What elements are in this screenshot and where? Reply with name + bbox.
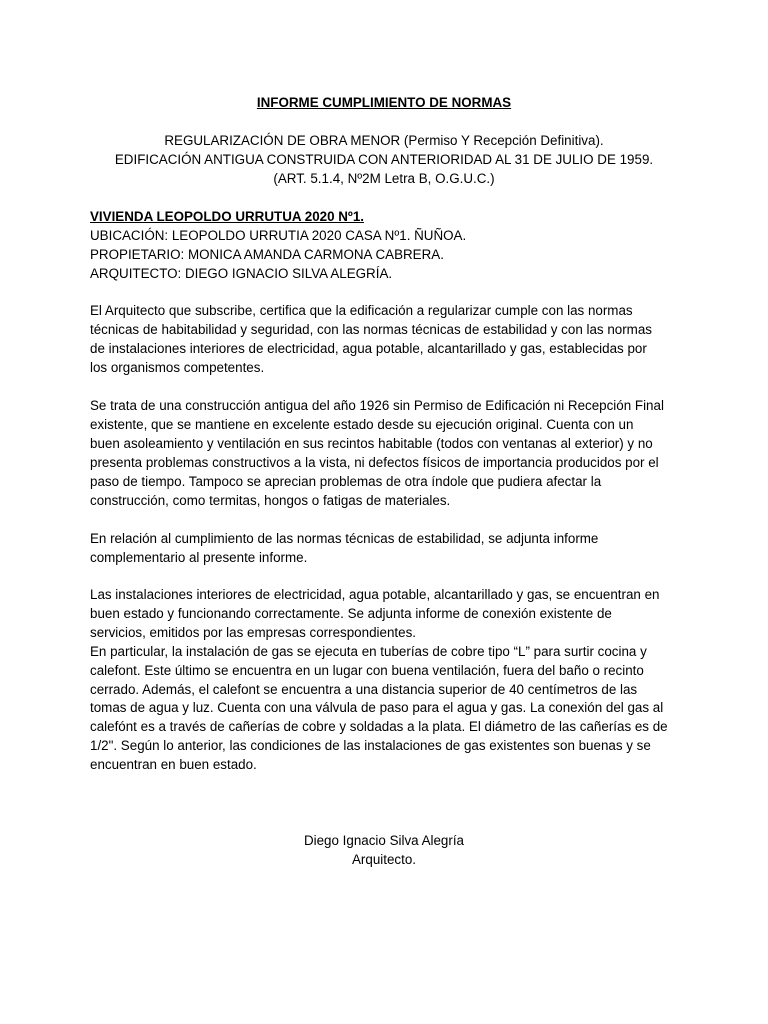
paragraph-line: En particular, la instalación de gas se ejecuta en tuberías de cobre tipo “L” para surtir cocina y	[90, 643, 647, 659]
paragraph-line: encuentran en buen estado.	[90, 757, 257, 773]
paragraph-line: 1/2". Según lo anterior, las condiciones de las instalaciones de gas existentes son buenas y se	[90, 738, 651, 754]
construction-description-paragraph	[90, 397, 686, 510]
project-owner: PROPIETARIO: MONICA AMANDA CARMONA CABRERA.	[90, 246, 444, 262]
paragraph-line: calefónt es a través de cañerías de cobre y soldadas a la plata. El diámetro de las cañerías es de	[90, 719, 668, 735]
paragraph-line: presenta problemas constructivos a la vista, ni defectos físicos de importancia producidos por el	[90, 454, 659, 470]
paragraph-line: Se trata de una construcción antigua del año 1926 sin Permiso de Edificación ni Recepción Final	[90, 398, 664, 413]
paragraph-line: servicios, emitidos por las empresas correspondientes.	[90, 624, 416, 640]
stability-paragraph	[90, 530, 686, 568]
project-architect: ARQUITECTO: DIEGO IGNACIO SILVA ALEGRÍA.	[90, 265, 393, 281]
subtitle-line-3: (ART. 5.1.4, Nº2M Letra B, O.G.U.C.)	[273, 170, 495, 186]
subtitle-line-2: EDIFICACIÓN ANTIGUA CONSTRUIDA CON ANTERIORIDAD AL 31 DE JULIO DE 1959.	[114, 151, 654, 167]
certification-paragraph	[90, 302, 686, 378]
paragraph-line: calefont. Este último se encuentra en un lugar con buena ventilación, fuera del baño o recinto	[90, 662, 644, 678]
report-title-block	[60, 94, 708, 113]
project-location: UBICACIÓN: LEOPOLDO URRUTIA 2020 CASA Nº1. ÑUÑOA.	[90, 227, 467, 243]
signature-role: Arquitecto.	[351, 851, 416, 867]
paragraph-line: los organismos competentes.	[90, 359, 265, 375]
paragraph-line: paso de tiempo. Tampoco se aprecian problemas de otra índole que pudiera afectar la	[90, 473, 602, 489]
paragraph-line: tomas de agua y luz. Cuenta con una válvula de paso para el agua y gas. La conexión del gas al	[90, 700, 664, 716]
paragraph-line: buen asoleamiento y ventilación en sus recintos habitable (todos con ventanas al exterior) y no	[90, 435, 653, 451]
signature-name: Diego Ignacio Silva Alegría	[303, 833, 465, 848]
report-title: INFORME CUMPLIMIENTO DE NORMAS	[256, 95, 512, 110]
paragraph-line: construcción, como termitas, hongos o fatigas de materiales.	[90, 492, 451, 508]
paragraph-line: Las instalaciones interiores de electricidad, agua potable, alcantarillado y gas, se encuentran en	[90, 587, 660, 602]
paragraph-line: El Arquitecto que subscribe, certifica que la edificación a regularizar cumple con las normas	[90, 303, 633, 318]
subtitle-line-1: REGULARIZACIÓN DE OBRA MENOR (Permiso Y Recepción Definitiva).	[164, 133, 604, 148]
paragraph-line: técnicas de habitabilidad y seguridad, con las normas técnicas de estabilidad y con las normas	[90, 321, 652, 337]
project-heading: VIVIENDA LEOPOLDO URRUTUA 2020 Nº1.	[90, 209, 364, 224]
paragraph-line: cerrado. Además, el calefont se encuentra a una distancia superior de 40 centímetros de las	[90, 681, 638, 697]
project-details	[90, 208, 686, 284]
signature-block	[60, 832, 708, 870]
installations-paragraph	[90, 586, 686, 775]
paragraph-line: En relación al cumplimiento de las normas técnicas de estabilidad, se adjunta informe	[90, 531, 599, 546]
paragraph-line: de instalaciones interiores de electricidad, agua potable, alcantarillado y gas, establecidas por	[90, 340, 647, 356]
paragraph-line: existente, que se mantiene en excelente estado desde su ejecución original. Cuenta con un	[90, 416, 634, 432]
paragraph-line: complementario al presente informe.	[90, 549, 308, 565]
regularization-header	[60, 132, 708, 189]
paragraph-line: buen estado y funcionando correctamente. Se adjunta informe de conexión existente de	[90, 605, 612, 621]
